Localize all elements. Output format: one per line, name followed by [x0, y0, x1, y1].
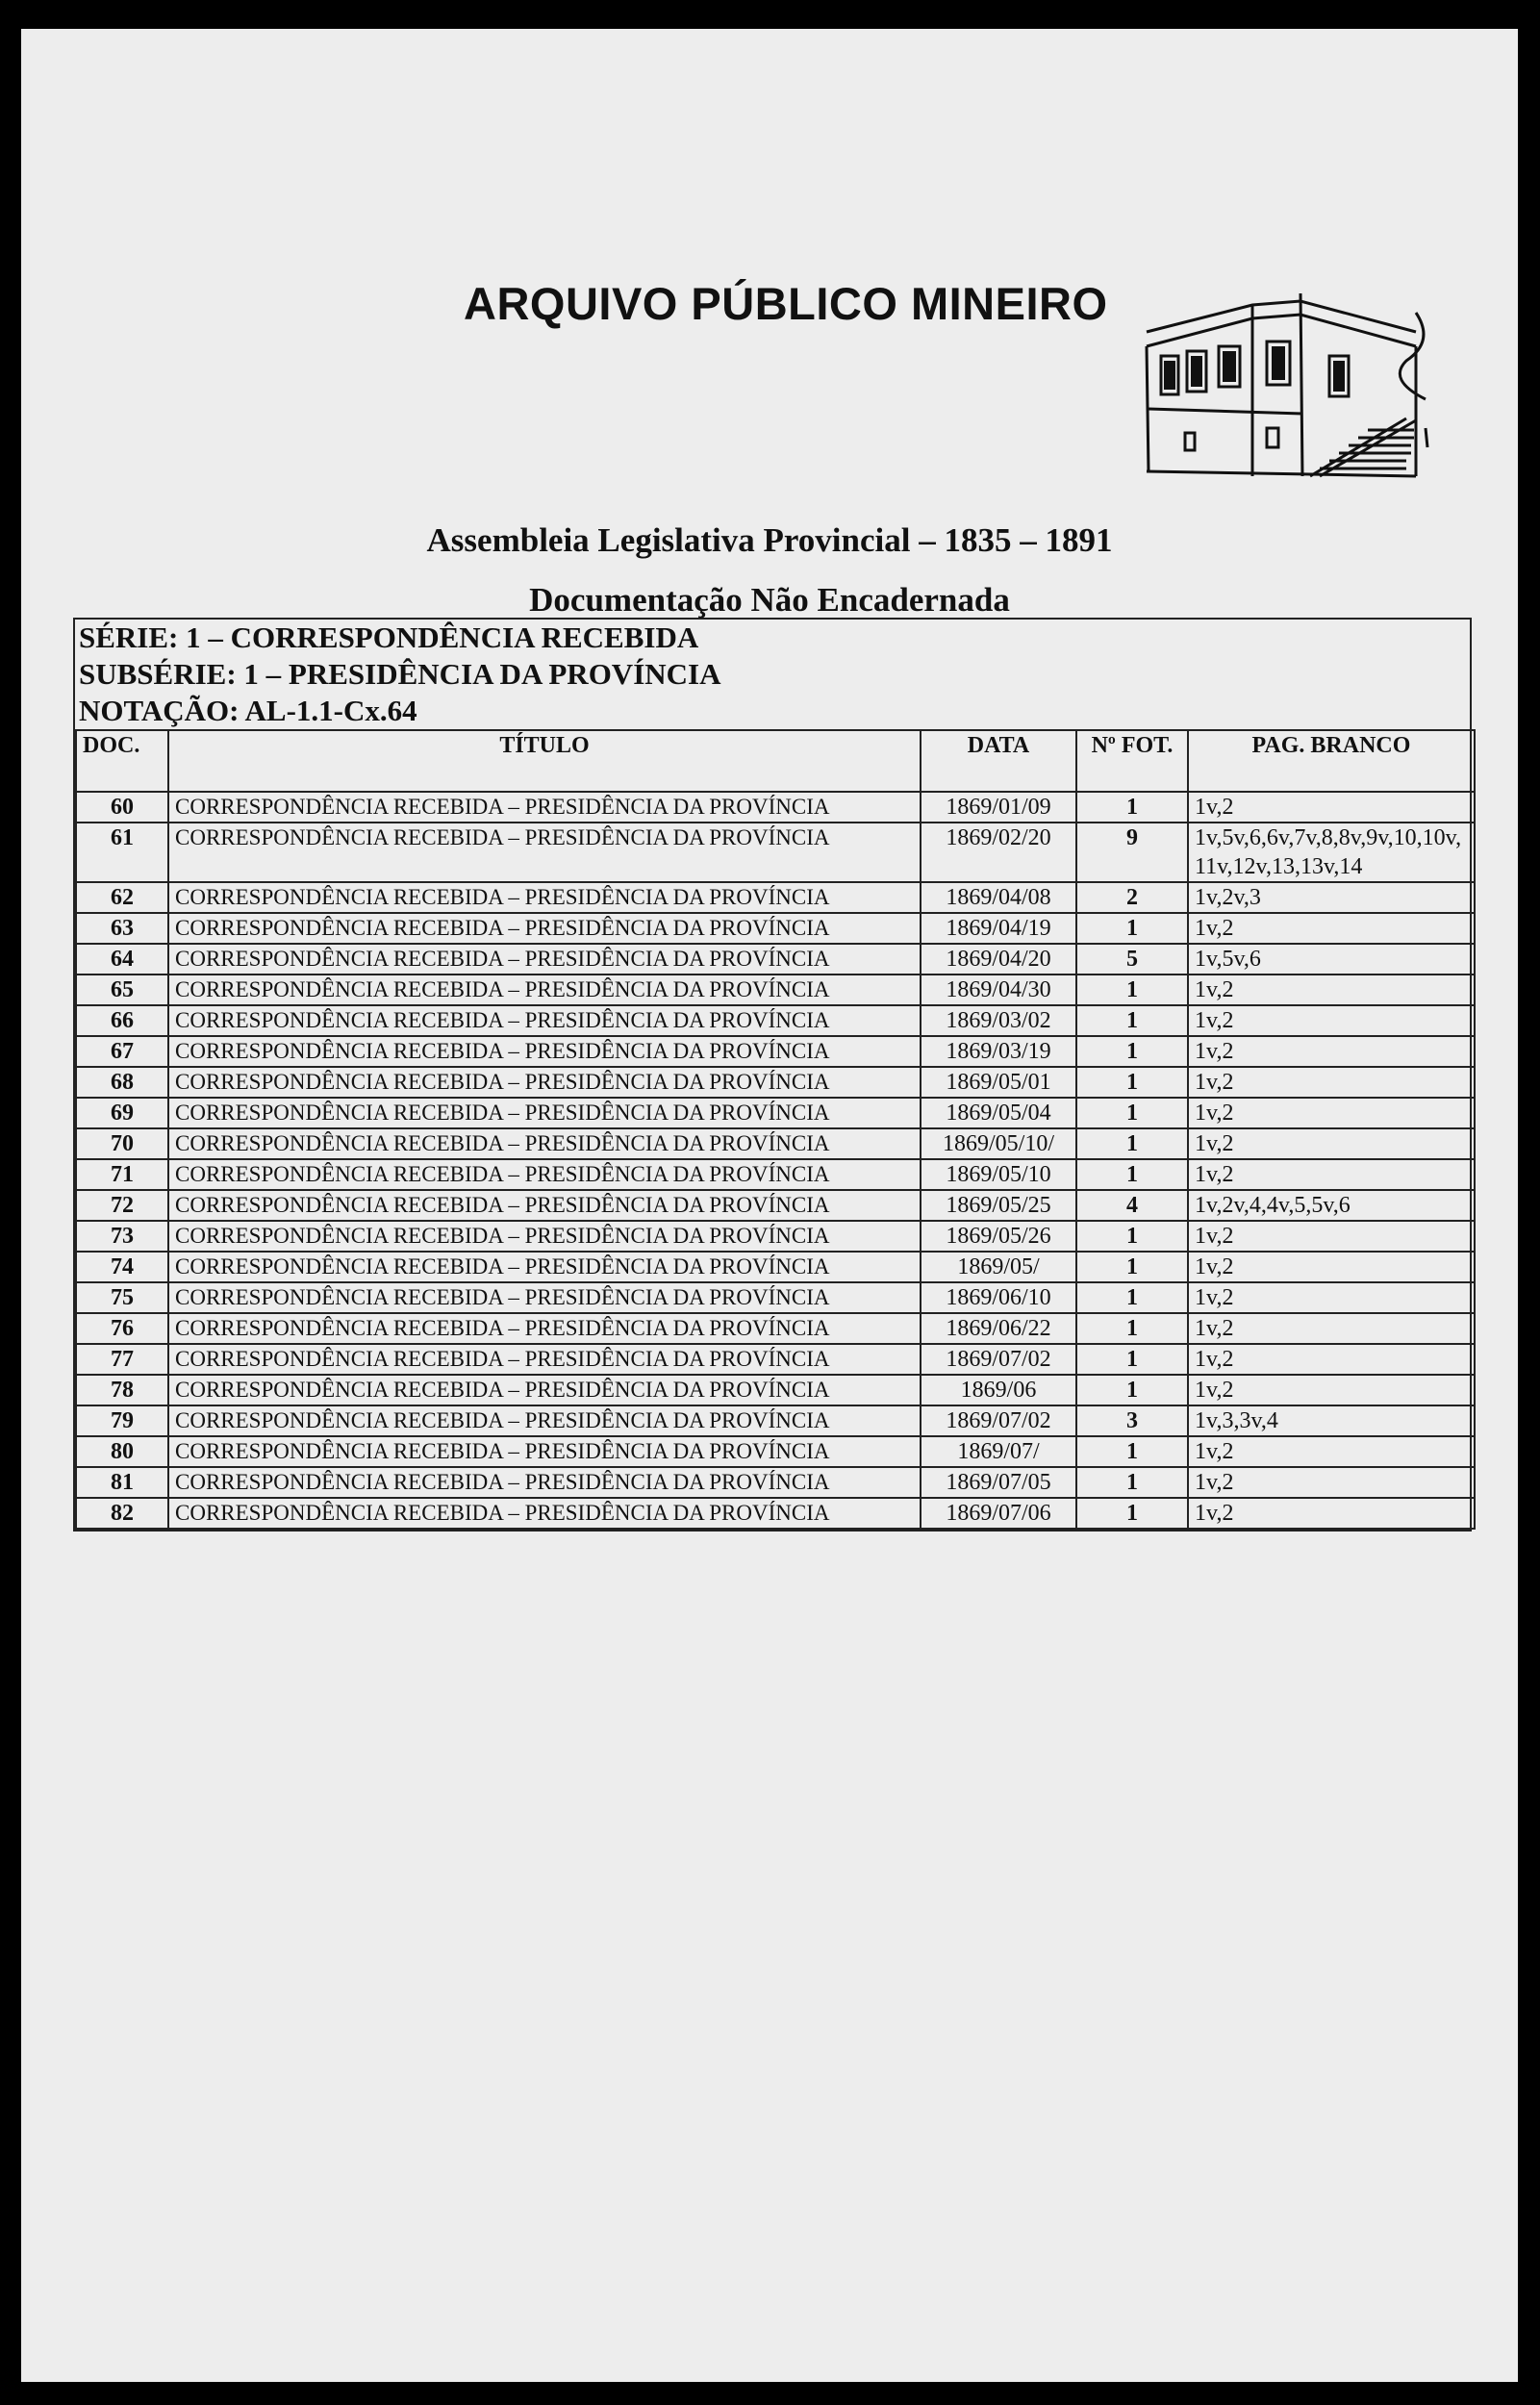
branco-cell: 1v,​2: [1188, 1252, 1475, 1282]
data-cell: 1869/07/05: [921, 1467, 1076, 1498]
document-page: [21, 29, 1518, 2382]
titulo-cell: CORRESPONDÊNCIA RECEBIDA – PRESIDÊNCIA DA PROVÍNCIA: [168, 1098, 921, 1128]
branco-cell: 1v,​2: [1188, 1221, 1475, 1252]
data-cell: 1869/05/10/: [921, 1128, 1076, 1159]
table-row: [76, 1221, 1475, 1252]
fot-cell: 1: [1076, 1344, 1188, 1375]
serie-line: SÉRIE: 1 – CORRESPONDÊNCIA RECEBIDA: [79, 620, 699, 654]
data-cell: 1869/05/: [921, 1252, 1076, 1282]
table-row: [76, 1067, 1475, 1098]
fot-cell: 1: [1076, 975, 1188, 1005]
branco-cell: 1v,​2: [1188, 1313, 1475, 1344]
titulo-cell: CORRESPONDÊNCIA RECEBIDA – PRESIDÊNCIA DA PROVÍNCIA: [168, 882, 921, 913]
table-row: [76, 1436, 1475, 1467]
fot-cell: 1: [1076, 1036, 1188, 1067]
table-header-row: [76, 730, 1475, 792]
table-row: [76, 1405, 1475, 1436]
table-row: [76, 1313, 1475, 1344]
col-branco-header: PAG. BRANCO: [1188, 730, 1475, 792]
table-row: [76, 1252, 1475, 1282]
archive-title: ARQUIVO PÚBLICO MINEIRO: [464, 278, 1108, 329]
fot-cell: 1: [1076, 1067, 1188, 1098]
fot-cell: 9: [1076, 823, 1188, 882]
doc-cell: 65: [76, 975, 168, 1005]
branco-cell: 1v,​2: [1188, 1067, 1475, 1098]
doc-cell: 78: [76, 1375, 168, 1405]
col-titulo-header: TÍTULO: [168, 730, 921, 792]
titulo-cell: CORRESPONDÊNCIA RECEBIDA – PRESIDÊNCIA DA PROVÍNCIA: [168, 1005, 921, 1036]
fot-cell: 1: [1076, 1005, 1188, 1036]
branco-cell: 1v,​2: [1188, 1498, 1475, 1529]
titulo-cell: CORRESPONDÊNCIA RECEBIDA – PRESIDÊNCIA DA PROVÍNCIA: [168, 913, 921, 944]
data-cell: 1869/05/25: [921, 1190, 1076, 1221]
doc-cell: 67: [76, 1036, 168, 1067]
data-cell: 1869/04/08: [921, 882, 1076, 913]
data-cell: 1869/06/10: [921, 1282, 1076, 1313]
titulo-cell: CORRESPONDÊNCIA RECEBIDA – PRESIDÊNCIA DA PROVÍNCIA: [168, 1159, 921, 1190]
data-cell: 1869/02/20: [921, 823, 1076, 882]
doc-cell: 61: [76, 823, 168, 882]
table-row: [76, 1190, 1475, 1221]
table-row: [76, 792, 1475, 823]
data-cell: 1869/05/04: [921, 1098, 1076, 1128]
doc-cell: 75: [76, 1282, 168, 1313]
branco-cell: 1v,​2: [1188, 913, 1475, 944]
branco-cell: 1v,​5v,​6,​6v,​7v,​8,​8v,​9v,​10,​10v,​11v,​12v,​13,​13v,​14: [1188, 823, 1475, 882]
doc-cell: 80: [76, 1436, 168, 1467]
table-row: [76, 1036, 1475, 1067]
titulo-cell: CORRESPONDÊNCIA RECEBIDA – PRESIDÊNCIA DA PROVÍNCIA: [168, 1344, 921, 1375]
table-row: [76, 823, 1475, 882]
data-cell: 1869/06: [921, 1375, 1076, 1405]
data-cell: 1869/04/30: [921, 975, 1076, 1005]
doc-cell: 71: [76, 1159, 168, 1190]
branco-cell: 1v,​2: [1188, 1098, 1475, 1128]
titulo-cell: CORRESPONDÊNCIA RECEBIDA – PRESIDÊNCIA DA PROVÍNCIA: [168, 1467, 921, 1498]
data-cell: 1869/04/19: [921, 913, 1076, 944]
table-row: [76, 1098, 1475, 1128]
fot-cell: 1: [1076, 792, 1188, 823]
titulo-cell: CORRESPONDÊNCIA RECEBIDA – PRESIDÊNCIA DA PROVÍNCIA: [168, 1498, 921, 1529]
titulo-cell: CORRESPONDÊNCIA RECEBIDA – PRESIDÊNCIA DA PROVÍNCIA: [168, 1282, 921, 1313]
titulo-cell: CORRESPONDÊNCIA RECEBIDA – PRESIDÊNCIA DA PROVÍNCIA: [168, 823, 921, 882]
doc-cell: 66: [76, 1005, 168, 1036]
col-fot-header: Nº FOT.: [1076, 730, 1188, 792]
titulo-cell: CORRESPONDÊNCIA RECEBIDA – PRESIDÊNCIA DA PROVÍNCIA: [168, 1436, 921, 1467]
titulo-cell: CORRESPONDÊNCIA RECEBIDA – PRESIDÊNCIA DA PROVÍNCIA: [168, 944, 921, 975]
branco-cell: 1v,​2: [1188, 1344, 1475, 1375]
fot-cell: 1: [1076, 1128, 1188, 1159]
doc-cell: 60: [76, 792, 168, 823]
fot-cell: 2: [1076, 882, 1188, 913]
branco-cell: 1v,​2: [1188, 1375, 1475, 1405]
data-cell: 1869/05/01: [921, 1067, 1076, 1098]
data-cell: 1869/07/02: [921, 1405, 1076, 1436]
titulo-cell: CORRESPONDÊNCIA RECEBIDA – PRESIDÊNCIA DA PROVÍNCIA: [168, 1252, 921, 1282]
branco-cell: 1v,​2: [1188, 792, 1475, 823]
data-cell: 1869/06/22: [921, 1313, 1076, 1344]
fot-cell: 4: [1076, 1190, 1188, 1221]
subtitle: Assembleia Legislativa Provincial – 1835 – 1891: [426, 521, 1113, 559]
branco-cell: 1v,​2: [1188, 1159, 1475, 1190]
doc-cell: 81: [76, 1467, 168, 1498]
fot-cell: 1: [1076, 1313, 1188, 1344]
col-data-header: DATA: [921, 730, 1076, 792]
doc-cell: 77: [76, 1344, 168, 1375]
branco-cell: 1v,​2: [1188, 1282, 1475, 1313]
branco-cell: 1v,​2: [1188, 1467, 1475, 1498]
branco-cell: 1v,​2: [1188, 975, 1475, 1005]
table-row: [76, 1005, 1475, 1036]
titulo-cell: CORRESPONDÊNCIA RECEBIDA – PRESIDÊNCIA DA PROVÍNCIA: [168, 1221, 921, 1252]
branco-cell: 1v,​2: [1188, 1436, 1475, 1467]
branco-cell: 1v,​2: [1188, 1036, 1475, 1067]
table-row: [76, 913, 1475, 944]
fot-cell: 5: [1076, 944, 1188, 975]
doc-cell: 64: [76, 944, 168, 975]
titulo-cell: CORRESPONDÊNCIA RECEBIDA – PRESIDÊNCIA DA PROVÍNCIA: [168, 1405, 921, 1436]
doc-cell: 76: [76, 1313, 168, 1344]
table-row: [76, 1159, 1475, 1190]
doc-cell: 70: [76, 1128, 168, 1159]
titulo-cell: CORRESPONDÊNCIA RECEBIDA – PRESIDÊNCIA DA PROVÍNCIA: [168, 975, 921, 1005]
fot-cell: 1: [1076, 1159, 1188, 1190]
branco-cell: 1v,​2: [1188, 1005, 1475, 1036]
titulo-cell: CORRESPONDÊNCIA RECEBIDA – PRESIDÊNCIA DA PROVÍNCIA: [168, 1375, 921, 1405]
table-row: [76, 1128, 1475, 1159]
table-row: [76, 1498, 1475, 1529]
branco-cell: 1v,​5v,​6: [1188, 944, 1475, 975]
doc-cell: 72: [76, 1190, 168, 1221]
fot-cell: 1: [1076, 1436, 1188, 1467]
fot-cell: 1: [1076, 913, 1188, 944]
data-cell: 1869/03/19: [921, 1036, 1076, 1067]
data-cell: 1869/03/02: [921, 1005, 1076, 1036]
data-cell: 1869/05/10: [921, 1159, 1076, 1190]
branco-cell: 1v,​2v,​4,​4v,​5,​5v,​6: [1188, 1190, 1475, 1221]
titulo-cell: CORRESPONDÊNCIA RECEBIDA – PRESIDÊNCIA DA PROVÍNCIA: [168, 1313, 921, 1344]
fot-cell: 1: [1076, 1282, 1188, 1313]
data-cell: 1869/05/26: [921, 1221, 1076, 1252]
doc-cell: 62: [76, 882, 168, 913]
table-row: [76, 882, 1475, 913]
building-illustration-icon: [1127, 255, 1445, 524]
doc-cell: 82: [76, 1498, 168, 1529]
fot-cell: 3: [1076, 1405, 1188, 1436]
data-cell: 1869/07/06: [921, 1498, 1076, 1529]
branco-cell: 1v,​3,​3v,​4: [1188, 1405, 1475, 1436]
data-cell: 1869/01/09: [921, 792, 1076, 823]
table-body: [76, 792, 1475, 1529]
fot-cell: 1: [1076, 1498, 1188, 1529]
subserie-line: SUBSÉRIE: 1 – PRESIDÊNCIA DA PROVÍNCIA: [79, 657, 721, 691]
table-row: [76, 1375, 1475, 1405]
fot-cell: 1: [1076, 1221, 1188, 1252]
doc-cell: 74: [76, 1252, 168, 1282]
doc-cell: 69: [76, 1098, 168, 1128]
data-cell: 1869/07/: [921, 1436, 1076, 1467]
titulo-cell: CORRESPONDÊNCIA RECEBIDA – PRESIDÊNCIA DA PROVÍNCIA: [168, 1036, 921, 1067]
table-row: [76, 1467, 1475, 1498]
inventory-frame: [73, 618, 1472, 1532]
data-cell: 1869/07/02: [921, 1344, 1076, 1375]
titulo-cell: CORRESPONDÊNCIA RECEBIDA – PRESIDÊNCIA DA PROVÍNCIA: [168, 792, 921, 823]
table-row: [76, 1344, 1475, 1375]
table-row: [76, 944, 1475, 975]
titulo-cell: CORRESPONDÊNCIA RECEBIDA – PRESIDÊNCIA DA PROVÍNCIA: [168, 1067, 921, 1098]
notacao-line: NOTAÇÃO: AL-1.1-Cx.64: [79, 694, 417, 727]
data-cell: 1869/04/20: [921, 944, 1076, 975]
fot-cell: 1: [1076, 1098, 1188, 1128]
table-row: [76, 1282, 1475, 1313]
branco-cell: 1v,​2v,​3: [1188, 882, 1475, 913]
col-doc-header: DOC.: [76, 730, 168, 792]
collection-title: Documentação Não Encadernada: [529, 581, 1010, 619]
branco-cell: 1v,​2: [1188, 1128, 1475, 1159]
doc-cell: 68: [76, 1067, 168, 1098]
fot-cell: 1: [1076, 1252, 1188, 1282]
table-row: [76, 975, 1475, 1005]
fot-cell: 1: [1076, 1467, 1188, 1498]
doc-cell: 79: [76, 1405, 168, 1436]
titulo-cell: CORRESPONDÊNCIA RECEBIDA – PRESIDÊNCIA DA PROVÍNCIA: [168, 1190, 921, 1221]
fot-cell: 1: [1076, 1375, 1188, 1405]
doc-cell: 63: [76, 913, 168, 944]
titulo-cell: CORRESPONDÊNCIA RECEBIDA – PRESIDÊNCIA DA PROVÍNCIA: [168, 1128, 921, 1159]
inventory-table: [75, 729, 1476, 1530]
doc-cell: 73: [76, 1221, 168, 1252]
